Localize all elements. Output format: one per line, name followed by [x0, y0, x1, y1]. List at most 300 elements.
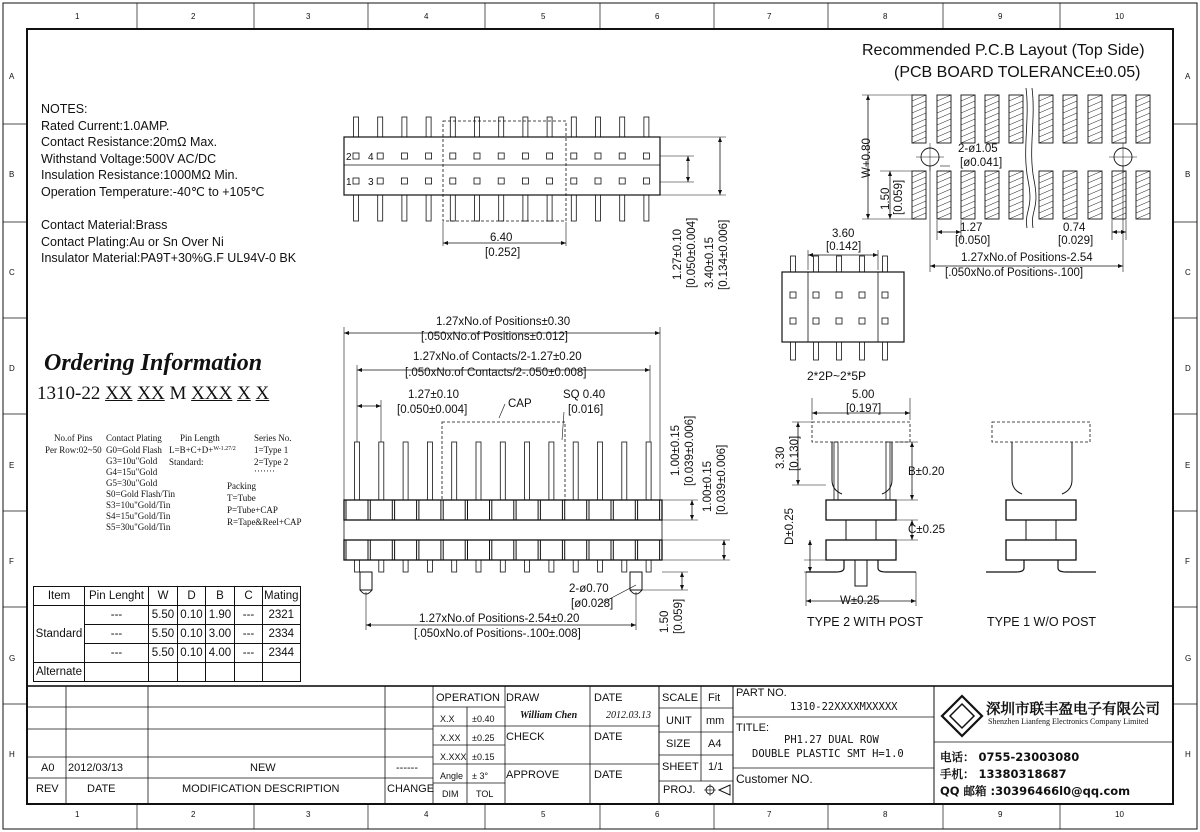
company-mobile: 手机： 13380318687 — [940, 767, 1067, 781]
pcb-pad-hatch — [961, 189, 975, 195]
pcb-pad-hatch — [1009, 101, 1023, 107]
small-view-pin-square — [790, 292, 796, 298]
pcb-pad-hatch — [985, 189, 999, 195]
pcb-pad-hatch — [1088, 131, 1102, 137]
small-view-pin — [860, 342, 865, 360]
pcb-pad-hatch — [1063, 95, 1077, 101]
pcb-pad-hatch — [1063, 201, 1077, 207]
company-name-en: Shenzhen Lianfeng Electronics Company Limited — [988, 717, 1149, 726]
front-dim-c: 1.27±0.10 — [408, 389, 460, 401]
top-view-pin-square — [426, 178, 432, 184]
pcb-pad-hatch — [1009, 201, 1023, 207]
front-pin-upper — [549, 442, 554, 500]
table-cell: 3.00 — [206, 625, 235, 644]
pcb-pad-hatch — [1009, 213, 1023, 219]
pcb-pad-hatch — [1009, 195, 1023, 201]
pcb-pad-hatch — [1136, 131, 1150, 137]
packing-option: T=Tube — [227, 493, 256, 503]
small-view-pin-square — [790, 318, 796, 324]
dimension-arrow — [866, 214, 870, 219]
dimension-arrow — [680, 572, 684, 577]
pcb-pad-hatch — [912, 213, 926, 219]
pcb-pad-hatch — [1063, 107, 1077, 113]
front-housing-cell — [613, 500, 635, 520]
rev-desc-value: NEW — [250, 762, 276, 774]
pcb-pad-bottom — [1063, 171, 1077, 219]
th-pin-length: Pin Lenght — [85, 587, 149, 606]
zone-col-label: 1 — [75, 810, 80, 819]
series-label: Series No. — [254, 433, 292, 443]
zone-col-label: 2 — [191, 810, 196, 819]
front-housing-cell — [516, 540, 538, 560]
dimension-arrow — [796, 480, 800, 485]
pcb-pad-hatch — [1039, 95, 1053, 101]
dimension-arrow — [910, 442, 914, 447]
dimension-arrow — [344, 331, 349, 335]
dimension-arrow — [722, 540, 726, 545]
pcb-pad-hatch — [912, 207, 926, 213]
top-view-pin — [475, 117, 480, 137]
pcb-pad-hatch — [985, 207, 999, 213]
top-view-pin-square — [450, 178, 456, 184]
code-part-series: X — [255, 383, 270, 404]
front-housing-lower — [344, 540, 662, 560]
no-of-pins-value: Per Row:02~50 — [45, 445, 102, 455]
top-view-pin — [523, 117, 528, 137]
front-post-dim-in: [ø0.028] — [571, 598, 614, 610]
pcb-hole-dim-in: [ø0.041] — [960, 157, 1003, 169]
pcb-pad-hatch — [1063, 183, 1077, 189]
pcb-pad-hatch — [1009, 113, 1023, 119]
dimension-arrow — [911, 599, 916, 603]
top-view-pin — [354, 195, 359, 221]
top-view-pin — [644, 117, 649, 137]
pcb-pad-hatch — [937, 183, 951, 189]
pcb-pad-hatch — [961, 95, 975, 101]
small-view-pin-square — [882, 292, 888, 298]
pcb-pad-hatch — [912, 183, 926, 189]
front-housing-cell — [370, 500, 392, 520]
pcb-pad-hatch — [1039, 171, 1053, 177]
dimension-arrow — [561, 241, 566, 245]
scale-label: SCALE — [662, 692, 699, 704]
top-view-cap-outline — [443, 121, 566, 221]
pcb-pad-hatch — [1039, 183, 1053, 189]
front-pin-lower — [622, 560, 627, 572]
zone-row-label: E — [1185, 461, 1191, 470]
pcb-pad-hatch — [961, 107, 975, 113]
part-no-label: PART NO. — [736, 687, 787, 699]
pcb-pad-hatch — [912, 195, 926, 201]
pcb-pad-hatch — [937, 207, 951, 213]
pcb-pad-hatch — [1088, 137, 1102, 143]
th-mating: Mating — [263, 587, 301, 606]
notes-block — [41, 101, 296, 267]
top-view-pin-square — [474, 178, 480, 184]
pcb-pad-hatch — [1112, 171, 1126, 177]
dimension-arrow — [357, 368, 362, 372]
zone-row-label: F — [1185, 557, 1190, 566]
type1-caption: TYPE 1 W/O POST — [987, 615, 1097, 629]
front-pin-upper — [452, 442, 457, 500]
small-view-pin-square — [859, 318, 865, 324]
plating-option: S4=15u"Gold/Tin — [106, 511, 171, 521]
pcb-pad-hatch — [985, 125, 999, 131]
th-w: W — [149, 587, 178, 606]
part-no-value: 1310-22XXXXMXXXXX — [790, 701, 898, 713]
table-cell: 1.90 — [206, 606, 235, 625]
front-housing-cell — [540, 540, 562, 560]
pcb-pad-top — [912, 95, 926, 143]
company-logo-icon — [942, 696, 982, 736]
table-cell: 4.00 — [206, 644, 235, 663]
rev-date-value: 2012/03/13 — [68, 762, 124, 774]
pcb-pad-hatch — [1063, 189, 1077, 195]
dimension-arrow — [690, 500, 694, 505]
side-w-dim: W±0.25 — [840, 595, 880, 607]
zone-col-label: 3 — [306, 12, 311, 21]
small-360-dim-in: [0.142] — [826, 241, 862, 253]
note-line — [41, 201, 296, 218]
dimension-arrow — [718, 190, 722, 195]
plating-option: S0=Gold Flash/Tin — [106, 489, 176, 499]
pcb-pad-hatch — [1039, 113, 1053, 119]
pcb-pad-hatch — [1136, 119, 1150, 125]
dimension-arrow — [443, 241, 448, 245]
dimension-arrow — [1112, 230, 1117, 234]
dimension-arrow — [645, 368, 650, 372]
top-view-pin — [402, 117, 407, 137]
dimension-arrow — [686, 156, 690, 161]
pcb-pad-hatch — [961, 207, 975, 213]
pcb-pad-hatch — [1063, 125, 1077, 131]
pcb-pad-hatch — [1039, 119, 1053, 125]
table-cell: --- — [85, 606, 149, 625]
packing-label: Packing — [227, 481, 256, 491]
plating-option: G0=Gold Flash — [106, 445, 162, 455]
pcb-pad-hatch — [1112, 177, 1126, 183]
front-dim-b-in: [.050xNo.of Contacts/2-.050±0.008] — [405, 367, 587, 379]
pcb-pad-top — [1009, 95, 1023, 143]
front-v1-dim: 1.00±0.15 — [670, 424, 682, 476]
front-dim-c-in: [0.050±0.004] — [397, 404, 468, 416]
dimension-arrow — [937, 230, 942, 234]
tol-dim: Angle — [440, 771, 464, 781]
small-view-caption: 2*2P~2*5P — [807, 369, 867, 383]
pcb-pad-hatch — [1063, 213, 1077, 219]
pcb-pad-hatch — [961, 171, 975, 177]
front-dim-b: 1.27xNo.of Contacts/2-1.27±0.20 — [413, 351, 582, 363]
pcb-pad-hatch — [912, 189, 926, 195]
small-view-pin — [791, 256, 796, 272]
dimension-arrow — [866, 95, 870, 100]
pcb-pad-hatch — [1063, 207, 1077, 213]
top-view-pin — [426, 117, 431, 137]
pcb-pad-hatch — [1088, 113, 1102, 119]
th-c: C — [235, 587, 263, 606]
top-340-dim-in: [0.134±0.006] — [718, 219, 730, 290]
side-c-dim: C±0.25 — [908, 524, 945, 536]
pcb-pad-bottom — [961, 171, 975, 219]
top-view-pin — [571, 195, 576, 221]
pcb-pad-bottom — [912, 171, 926, 219]
plating-option: G5=30u"Gold — [106, 478, 158, 488]
plating-options — [106, 445, 175, 533]
small-view-pin — [860, 256, 865, 272]
pcb-pad-hatch — [937, 201, 951, 207]
pcb-150-dim-in: [0.059] — [893, 179, 905, 215]
front-housing-cell — [370, 540, 392, 560]
top-view-pin — [547, 195, 552, 221]
dimension-arrow — [690, 515, 694, 520]
packing-option: P=Tube+CAP — [227, 505, 278, 515]
top-view-pin-square — [450, 153, 456, 159]
dimension-arrow — [655, 331, 660, 335]
zone-col-label: 8 — [883, 810, 888, 819]
pcb-pad-hatch — [961, 213, 975, 219]
front-pin-upper — [622, 442, 627, 500]
title-label: TITLE: — [736, 722, 770, 734]
front-bottom-dim-in: [.050xNo.of Positions-.100±.008] — [414, 628, 581, 640]
th-d: D — [178, 587, 206, 606]
pcb-pad-hatch — [1009, 95, 1023, 101]
pcb-pad-top — [1039, 95, 1053, 143]
pcb-pad-hatch — [1039, 207, 1053, 213]
pcb-pad-hatch — [937, 213, 951, 219]
pcb-pad-hatch — [961, 113, 975, 119]
zone-col-label: 10 — [1115, 810, 1124, 819]
table-cell: 0.10 — [178, 625, 206, 644]
front-pin-upper — [500, 442, 505, 500]
zone-row-label: G — [9, 654, 16, 663]
top-view-pin-square — [426, 153, 432, 159]
pcb-pad-hatch — [1009, 171, 1023, 177]
front-housing-cell — [419, 500, 441, 520]
pcb-pad-top — [1112, 95, 1126, 143]
pcb-pad-bottom — [1112, 171, 1126, 219]
side2-housing-lower — [826, 540, 896, 560]
front-housing-cell — [468, 500, 490, 520]
dim-label: DIM — [442, 789, 459, 799]
standard-label: Standard: — [169, 457, 204, 467]
pcb-127-dim: 1.27 — [960, 222, 983, 234]
pcb-pos-dim-in: [.050xNo.of Positions-.100] — [945, 267, 1084, 279]
note-line: Withstand Voltage:500V AC/DC — [41, 151, 217, 166]
top-view-pin — [596, 195, 601, 221]
pcb-pad-hatch — [961, 119, 975, 125]
zone-row-label: B — [9, 170, 15, 179]
front-housing-cell — [516, 500, 538, 520]
pcb-pad-hatch — [912, 125, 926, 131]
zone-row-label: F — [9, 557, 14, 566]
top-view-pin-square — [522, 153, 528, 159]
scale-value: Fit — [708, 692, 721, 704]
pcb-pad-hatch — [1136, 171, 1150, 177]
pcb-pad-hatch — [1136, 201, 1150, 207]
pcb-pad-hatch — [937, 189, 951, 195]
small-view-pin-square — [882, 318, 888, 324]
dimension-arrow — [1121, 230, 1126, 234]
small-view-pin — [883, 342, 888, 360]
title-line1: PH1.27 DUAL ROW — [784, 734, 879, 746]
pin-label-3: 3 — [368, 177, 374, 188]
table-cell: 5.50 — [149, 644, 178, 663]
top-view-pin — [475, 195, 480, 221]
top-640-dim-in: [0.252] — [485, 247, 521, 259]
draw-name: William Chen — [520, 710, 578, 721]
front-bottom-dim: 1.27xNo.of Positions-2.54±0.20 — [419, 613, 580, 625]
pcb-pad-hatch — [937, 171, 951, 177]
table-cell: 0.10 — [178, 644, 206, 663]
top-view-pin-square — [547, 153, 553, 159]
side-d-dim: D±0.25 — [784, 508, 796, 545]
top-view-pin-square — [619, 178, 625, 184]
pcb-pad-bottom — [1136, 171, 1150, 219]
spec-table — [33, 586, 301, 682]
pcb-pad-hatch — [937, 119, 951, 125]
top-view-pin-square — [377, 178, 383, 184]
side2-housing-upper — [826, 500, 896, 520]
side-330-dim-in: [0.130] — [789, 435, 801, 471]
top-view-pin-square — [474, 153, 480, 159]
pcb-pad-hatch — [912, 131, 926, 137]
pcb-pad-hatch — [937, 101, 951, 107]
pin-length-formula-text: L=B+C+D+ — [169, 445, 214, 455]
front-housing-cell — [395, 500, 417, 520]
pcb-pad-hatch — [1063, 137, 1077, 143]
pcb-pad-hatch — [912, 171, 926, 177]
pcb-pad-hatch — [985, 131, 999, 137]
pcb-pad-hatch — [1088, 119, 1102, 125]
pcb-pad-hatch — [985, 195, 999, 201]
zone-row-label: B — [1185, 170, 1191, 179]
top-view-pin-square — [377, 153, 383, 159]
date-label: DATE — [594, 692, 623, 704]
tol-dim: X.XXX — [440, 752, 467, 762]
zone-col-label: 6 — [655, 810, 660, 819]
table-cell: 2334 — [263, 625, 301, 644]
pcb-pad-hatch — [1136, 177, 1150, 183]
pcb-pad-bottom — [985, 171, 999, 219]
pcb-074-dim: 0.74 — [1063, 222, 1086, 234]
zone-row-label: E — [9, 461, 15, 470]
dimension-arrow — [357, 404, 362, 408]
pcb-pad-top — [1136, 95, 1150, 143]
side-500-dim: 5.00 — [852, 389, 875, 401]
customer-no-label: Customer NO. — [736, 772, 813, 786]
front-150-dim-in: [0.059] — [673, 598, 685, 634]
pcb-pad-hatch — [1112, 201, 1126, 207]
table-cell: 2344 — [263, 644, 301, 663]
group-standard: Standard — [34, 606, 85, 663]
pin-label-2: 2 — [346, 152, 352, 163]
pcb-pad-hatch — [912, 95, 926, 101]
pcb-pad-hatch — [937, 177, 951, 183]
front-housing-cell — [565, 540, 587, 560]
pcb-pad-hatch — [1039, 213, 1053, 219]
pcb-pad-hatch — [937, 195, 951, 201]
pcb-pad-hatch — [961, 177, 975, 183]
front-housing-cell — [638, 500, 660, 520]
front-pin-upper — [403, 442, 408, 500]
dimension-arrow — [796, 422, 800, 427]
top-view-pin-square — [353, 153, 359, 159]
front-pin-upper — [598, 442, 603, 500]
front-v1-dim-in: [0.039±0.006] — [684, 415, 696, 486]
date-header: DATE — [87, 783, 116, 795]
pcb-pad-hatch — [1136, 107, 1150, 113]
front-housing-cell — [638, 540, 660, 560]
zone-row-label: D — [9, 364, 15, 373]
pcb-pad-hatch — [912, 113, 926, 119]
pcb-pad-hatch — [912, 137, 926, 143]
small-360-dim: 3.60 — [832, 228, 855, 240]
side-500-dim-in: [0.197] — [846, 403, 882, 415]
table-cell: --- — [235, 606, 263, 625]
pcb-pad-hatch — [985, 101, 999, 107]
tol-dim: X.XX — [440, 733, 461, 743]
front-pin-lower — [355, 560, 360, 572]
pcb-pad-hatch — [1009, 107, 1023, 113]
pcb-pad-hatch — [1088, 207, 1102, 213]
top-view-pin-square — [571, 178, 577, 184]
dimension-arrow — [1118, 264, 1123, 268]
leader-line — [499, 404, 505, 418]
pcb-pad-hatch — [1039, 195, 1053, 201]
pcb-pad-hatch — [985, 201, 999, 207]
pcb-pad-hatch — [1112, 207, 1126, 213]
table-cell: --- — [85, 644, 149, 663]
pcb-pad-hatch — [1039, 201, 1053, 207]
front-pin-lower — [646, 560, 651, 572]
front-housing-cell — [565, 500, 587, 520]
small-view-pin-square — [836, 292, 842, 298]
small-view-pin-square — [836, 318, 842, 324]
pcb-pad-hatch — [1063, 177, 1077, 183]
rev-header: REV — [36, 783, 59, 795]
draw-date: 2012.03.13 — [606, 710, 651, 721]
pcb-pad-hatch — [1009, 189, 1023, 195]
top-view-pin-square — [498, 178, 504, 184]
rev-value: A0 — [41, 762, 55, 774]
pcb-pad-hatch — [1063, 113, 1077, 119]
pcb-074-dim-in: [0.029] — [1058, 235, 1094, 247]
code-part-plating: XX — [137, 383, 165, 404]
pcb-pad-bottom — [1088, 171, 1102, 219]
pcb-pad-hatch — [1112, 113, 1126, 119]
pcb-pad-hatch — [985, 183, 999, 189]
top-view-pin-square — [522, 178, 528, 184]
th-item: Item — [34, 587, 85, 606]
dimension-arrow — [376, 404, 381, 408]
dimension-arrow — [806, 599, 811, 603]
pin-length-fraction: W-1.27/2 — [213, 446, 236, 452]
dimension-arrow — [808, 253, 813, 257]
operation-label: OPERATION — [436, 692, 500, 704]
front-pin-lower — [500, 560, 505, 572]
pcb-pad-hatch — [912, 177, 926, 183]
pcb-subtitle: (PCB BOARD TOLERANCE±0.05) — [894, 64, 1141, 81]
check-date-label: DATE — [594, 731, 623, 743]
top-view-pin — [499, 195, 504, 221]
top-view-pin-square — [353, 178, 359, 184]
pcb-pad-hatch — [1039, 137, 1053, 143]
pcb-pad-hatch — [985, 119, 999, 125]
tol-value: ± 3° — [472, 771, 489, 781]
zone-col-label: 6 — [655, 12, 660, 21]
zone-col-label: 4 — [424, 810, 429, 819]
pcb-pad-hatch — [1112, 213, 1126, 219]
